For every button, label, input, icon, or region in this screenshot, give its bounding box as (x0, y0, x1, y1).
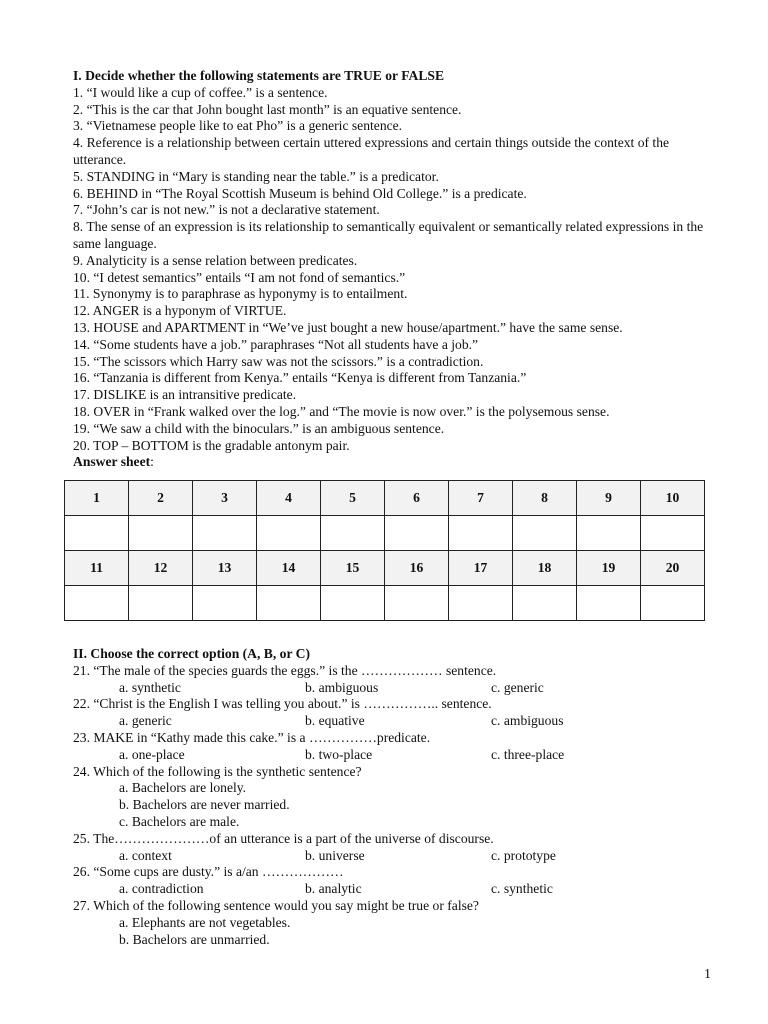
question-21-options (73, 680, 723, 697)
answer-blank-cell[interactable] (65, 516, 129, 551)
answer-number-cell: 18 (513, 551, 577, 586)
question-26-stem: 26. “Some cups are dusty.” is a/an ……………… (73, 864, 344, 880)
option-c[interactable]: c. ambiguous (491, 713, 564, 729)
answer-sheet-label-text: Answer sheet (73, 454, 151, 470)
statement-18: 18. OVER in “Frank walked over the log.” and “The movie is now over.” is the polysemous sense. (73, 403, 610, 419)
answer-number-cell: 16 (385, 551, 449, 586)
answer-blank-cell[interactable] (321, 586, 385, 621)
answer-blank-cell[interactable] (513, 586, 577, 621)
option-c[interactable]: c. Bachelors are male. (119, 813, 240, 829)
option-b[interactable]: b. Bachelors are unmarried. (119, 931, 270, 947)
section-1-heading: I. Decide whether the following statements are TRUE or FALSE (73, 68, 445, 83)
option-a[interactable]: a. contradiction (119, 881, 204, 897)
answer-sheet-table (64, 480, 705, 621)
option-c[interactable]: c. generic (491, 679, 544, 695)
statement-13: 13. HOUSE and APARTMENT in “We’ve just bought a new house/apartment.” have the same sense. (73, 319, 623, 335)
question-23-stem: 23. MAKE in “Kathy made this cake.” is a ……………predicate. (73, 729, 431, 745)
answer-blank-cell[interactable] (577, 586, 641, 621)
statement-10: 10. “I detest semantics” entails “I am not fond of semantics.” (73, 269, 406, 285)
statement-3: 3. “Vietnamese people like to eat Pho” is a generic sentence. (73, 118, 403, 134)
answer-blank-cell[interactable] (641, 586, 705, 621)
answer-number-cell: 3 (193, 481, 257, 516)
answer-blank-cell[interactable] (257, 516, 321, 551)
section-2-heading: II. Choose the correct option (A, B, or C) (73, 646, 310, 661)
answer-blank-cell[interactable] (257, 586, 321, 621)
answer-number-cell: 12 (129, 551, 193, 586)
answer-number-cell: 6 (385, 481, 449, 516)
answer-number-cell: 15 (321, 551, 385, 586)
statement-1: 1. “I would like a cup of coffee.” is a sentence. (73, 84, 328, 100)
answer-number-cell: 9 (577, 481, 641, 516)
answer-number-cell: 1 (65, 481, 129, 516)
option-a[interactable]: a. Bachelors are lonely. (119, 780, 247, 796)
answer-blank-cell[interactable] (193, 586, 257, 621)
answer-blank-cell[interactable] (129, 516, 193, 551)
answer-number-cell: 17 (449, 551, 513, 586)
question-25-options (73, 848, 723, 865)
question-27-stem: 27. Which of the following sentence would you say might be true or false? (73, 897, 479, 913)
option-b[interactable]: b. analytic (305, 881, 362, 897)
answer-blank-cell[interactable] (65, 586, 129, 621)
answer-number-cell: 10 (641, 481, 705, 516)
option-a[interactable]: a. Elephants are not vegetables. (119, 914, 291, 930)
statement-2: 2. “This is the car that John bought last month” is an equative sentence. (73, 101, 462, 117)
answer-sheet-colon: : (150, 454, 154, 470)
answer-number-cell: 14 (257, 551, 321, 586)
answer-sheet-label (73, 454, 713, 471)
question-22-options (73, 713, 723, 730)
option-c[interactable]: c. prototype (491, 847, 556, 863)
question-23-options (73, 747, 723, 764)
option-c[interactable]: c. synthetic (491, 881, 553, 897)
statement-6: 6. BEHIND in “The Royal Scottish Museum is behind Old College.” is a predicate. (73, 185, 527, 201)
answer-blank-cell[interactable] (513, 516, 577, 551)
question-25-stem: 25. The…………………of an utterance is a part of the universe of discourse. (73, 830, 494, 846)
statement-17: 17. DISLIKE is an intransitive predicate. (73, 387, 297, 403)
answer-blank-cell[interactable] (129, 586, 193, 621)
option-b[interactable]: b. universe (305, 847, 365, 863)
question-26-options (73, 881, 723, 898)
answer-number-cell: 7 (449, 481, 513, 516)
answer-number-cell: 2 (129, 481, 193, 516)
option-b[interactable]: b. equative (305, 713, 365, 729)
answer-number-cell: 13 (193, 551, 257, 586)
option-a[interactable]: a. context (119, 847, 172, 863)
answer-blank-cell[interactable] (193, 516, 257, 551)
answer-number-cell: 20 (641, 551, 705, 586)
statement-8: 8. The sense of an expression is its relationship to semantically equivalent or semantically related expressions in the same language. (73, 219, 704, 251)
answer-blank-cell[interactable] (449, 516, 513, 551)
answer-blank-cell[interactable] (385, 516, 449, 551)
statement-19: 19. “We saw a child with the binoculars.” is an ambiguous sentence. (73, 420, 445, 436)
option-b[interactable]: b. two-place (305, 746, 373, 762)
answer-number-cell: 19 (577, 551, 641, 586)
statement-4: 4. Reference is a relationship between certain uttered expressions and certain things outside the context of the utterance. (73, 135, 670, 167)
option-c[interactable]: c. three-place (491, 746, 565, 762)
answer-row-blanks-2 (65, 586, 705, 621)
section-1 (73, 68, 713, 471)
answer-blank-cell[interactable] (641, 516, 705, 551)
page-number: 1 (704, 967, 711, 982)
statement-12: 12. ANGER is a hyponym of VIRTUE. (73, 303, 287, 319)
statement-7: 7. “John’s car is not new.” is not a declarative statement. (73, 202, 380, 218)
answer-number-cell: 4 (257, 481, 321, 516)
statement-9: 9. Analyticity is a sense relation between predicates. (73, 252, 358, 268)
answer-row-blanks-1 (65, 516, 705, 551)
statement-16: 16. “Tanzania is different from Kenya.” entails “Kenya is different from Tanzania.” (73, 370, 527, 386)
statement-14: 14. “Some students have a job.” paraphrases “Not all students have a job.” (73, 336, 479, 352)
answer-blank-cell[interactable] (321, 516, 385, 551)
answer-number-cell: 8 (513, 481, 577, 516)
section-2 (73, 646, 723, 948)
option-b[interactable]: b. ambiguous (305, 679, 379, 695)
answer-number-cell: 11 (65, 551, 129, 586)
statement-5: 5. STANDING in “Mary is standing near the table.” is a predicator. (73, 168, 439, 184)
statement-20: 20. TOP – BOTTOM is the gradable antonym pair. (73, 437, 350, 453)
answer-blank-cell[interactable] (449, 586, 513, 621)
answer-row-numbers-1 (65, 481, 705, 516)
option-a[interactable]: a. one-place (119, 746, 185, 762)
option-b[interactable]: b. Bachelors are never married. (119, 797, 290, 813)
option-a[interactable]: a. generic (119, 713, 172, 729)
question-22-stem: 22. “Christ is the English I was telling you about.” is …………….. sentence. (73, 696, 492, 712)
option-a[interactable]: a. synthetic (119, 679, 181, 695)
answer-number-cell: 5 (321, 481, 385, 516)
statement-15: 15. “The scissors which Harry saw was not the scissors.” is a contradiction. (73, 353, 484, 369)
answer-blank-cell[interactable] (577, 516, 641, 551)
question-21-stem: 21. “The male of the species guards the eggs.” is the ……………… sentence. (73, 662, 497, 678)
answer-row-numbers-2 (65, 551, 705, 586)
statement-11: 11. Synonymy is to paraphrase as hyponymy is to entailment. (73, 286, 408, 302)
answer-blank-cell[interactable] (385, 586, 449, 621)
question-24-stem: 24. Which of the following is the synthetic sentence? (73, 763, 362, 779)
